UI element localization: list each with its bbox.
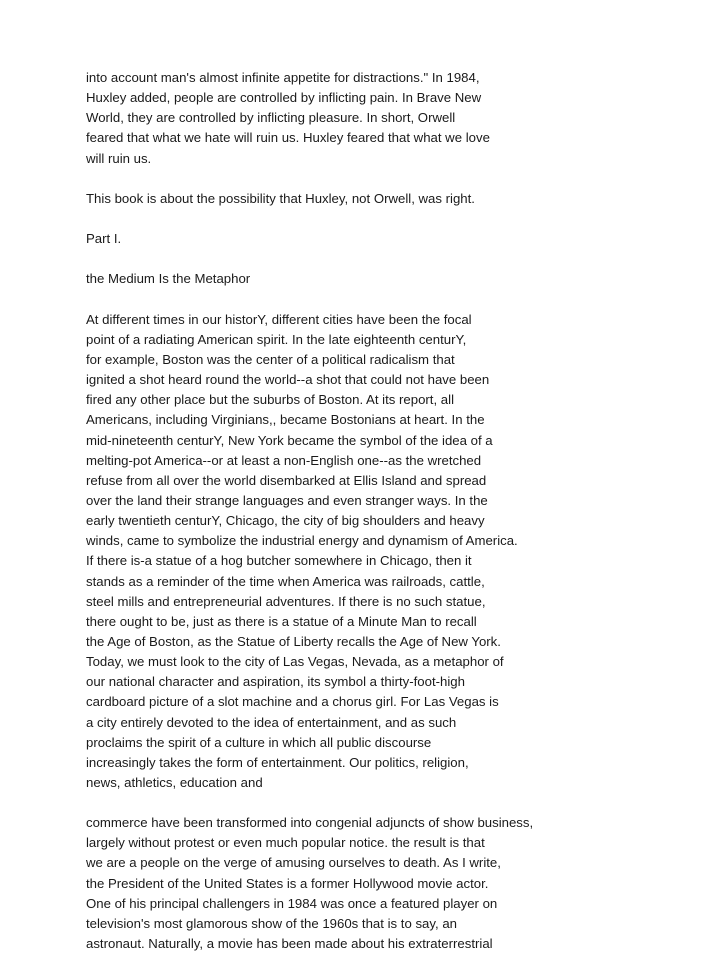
paragraph-spacer [86, 209, 706, 229]
text-line: refuse from all over the world disembarked at Ellis Island and spread [86, 472, 487, 488]
text-line: the Age of Boston, as the Statue of Liberty recalls the Age of New York. [86, 633, 501, 649]
paragraph-huxley-orwell [86, 68, 706, 169]
chapter-title [86, 269, 706, 289]
paragraph-spacer [86, 169, 706, 189]
text-line: Today, we must look to the city of Las Vegas, Nevada, as a metaphor of [86, 654, 504, 670]
text-line: astronaut. Naturally, a movie has been made about his extraterrestrial [86, 936, 493, 952]
text-line: into account man's almost infinite appetite for distractions." In 1984, [86, 70, 480, 85]
paragraph-american-cities [86, 310, 706, 793]
text-line: news, athletics, education and [86, 774, 263, 790]
text-line: fired any other place but the suburbs of Boston. At its report, all [86, 392, 454, 408]
text-line: feared that what we hate will ruin us. Huxley feared that what we love [86, 130, 490, 146]
part-heading [86, 229, 706, 249]
text-line: over the land their strange languages and even stranger ways. In the [86, 492, 488, 508]
text-line: mid-nineteenth centurY, New York became the symbol of the idea of a [86, 432, 493, 448]
text-line: we are a people on the verge of amusing ourselves to death. As I write, [86, 855, 501, 871]
text-line: This book is about the possibility that Huxley, not Orwell, was right. [86, 190, 475, 206]
text-line: World, they are controlled by inflicting pleasure. In short, Orwell [86, 110, 456, 126]
paragraph-show-business [86, 813, 706, 954]
text-line: One of his principal challengers in 1984 was once a featured player on [86, 895, 498, 911]
paragraph-spacer [86, 793, 706, 813]
text-line: stands as a reminder of the time when America was railroads, cattle, [86, 573, 485, 589]
text-line: increasingly takes the form of entertainment. Our politics, religion, [86, 754, 469, 770]
text-line: point of a radiating American spirit. In the late eighteenth centurY, [86, 331, 467, 347]
document-page [86, 68, 706, 954]
text-line: for example, Boston was the center of a political radicalism that [86, 351, 455, 367]
text-line: commerce have been transformed into congenial adjuncts of show business, [86, 815, 534, 831]
text-line: Part I. [86, 231, 122, 247]
text-line: Americans, including Virginians,, became Bostonians at heart. In the [86, 412, 485, 428]
text-line: early twentieth centurY, Chicago, the city of big shoulders and heavy [86, 513, 485, 529]
text-line: cardboard picture of a slot machine and a chorus girl. For Las Vegas is [86, 694, 499, 710]
text-line: television's most glamorous show of the 1960s that is to say, an [86, 915, 457, 931]
paragraph-spacer [86, 290, 706, 310]
text-line: proclaims the spirit of a culture in which all public discourse [86, 734, 432, 750]
text-line: If there is-a statue of a hog butcher somewhere in Chicago, then it [86, 553, 472, 569]
text-line: winds, came to symbolize the industrial energy and dynamism of America. [86, 533, 518, 549]
text-line: melting-pot America--or at least a non-English one--as the wretched [86, 452, 482, 468]
text-line: steel mills and entrepreneurial adventures. If there is no such statue, [86, 593, 486, 609]
text-line: the Medium Is the Metaphor [86, 271, 251, 287]
text-line: a city entirely devoted to the idea of entertainment, and as such [86, 714, 457, 730]
text-line: Huxley added, people are controlled by inflicting pain. In Brave New [86, 90, 482, 106]
paragraph-book-thesis [86, 189, 706, 209]
text-line: the President of the United States is a former Hollywood movie actor. [86, 875, 489, 891]
text-line: our national character and aspiration, its symbol a thirty-foot-high [86, 674, 465, 690]
paragraph-spacer [86, 249, 706, 269]
text-line: will ruin us. [86, 150, 152, 166]
text-line: ignited a shot heard round the world--a shot that could not have been [86, 372, 490, 388]
text-line: At different times in our historY, different cities have been the focal [86, 311, 472, 327]
text-line: there ought to be, just as there is a statue of a Minute Man to recall [86, 613, 477, 629]
text-line: largely without protest or even much popular notice. the result is that [86, 835, 485, 851]
